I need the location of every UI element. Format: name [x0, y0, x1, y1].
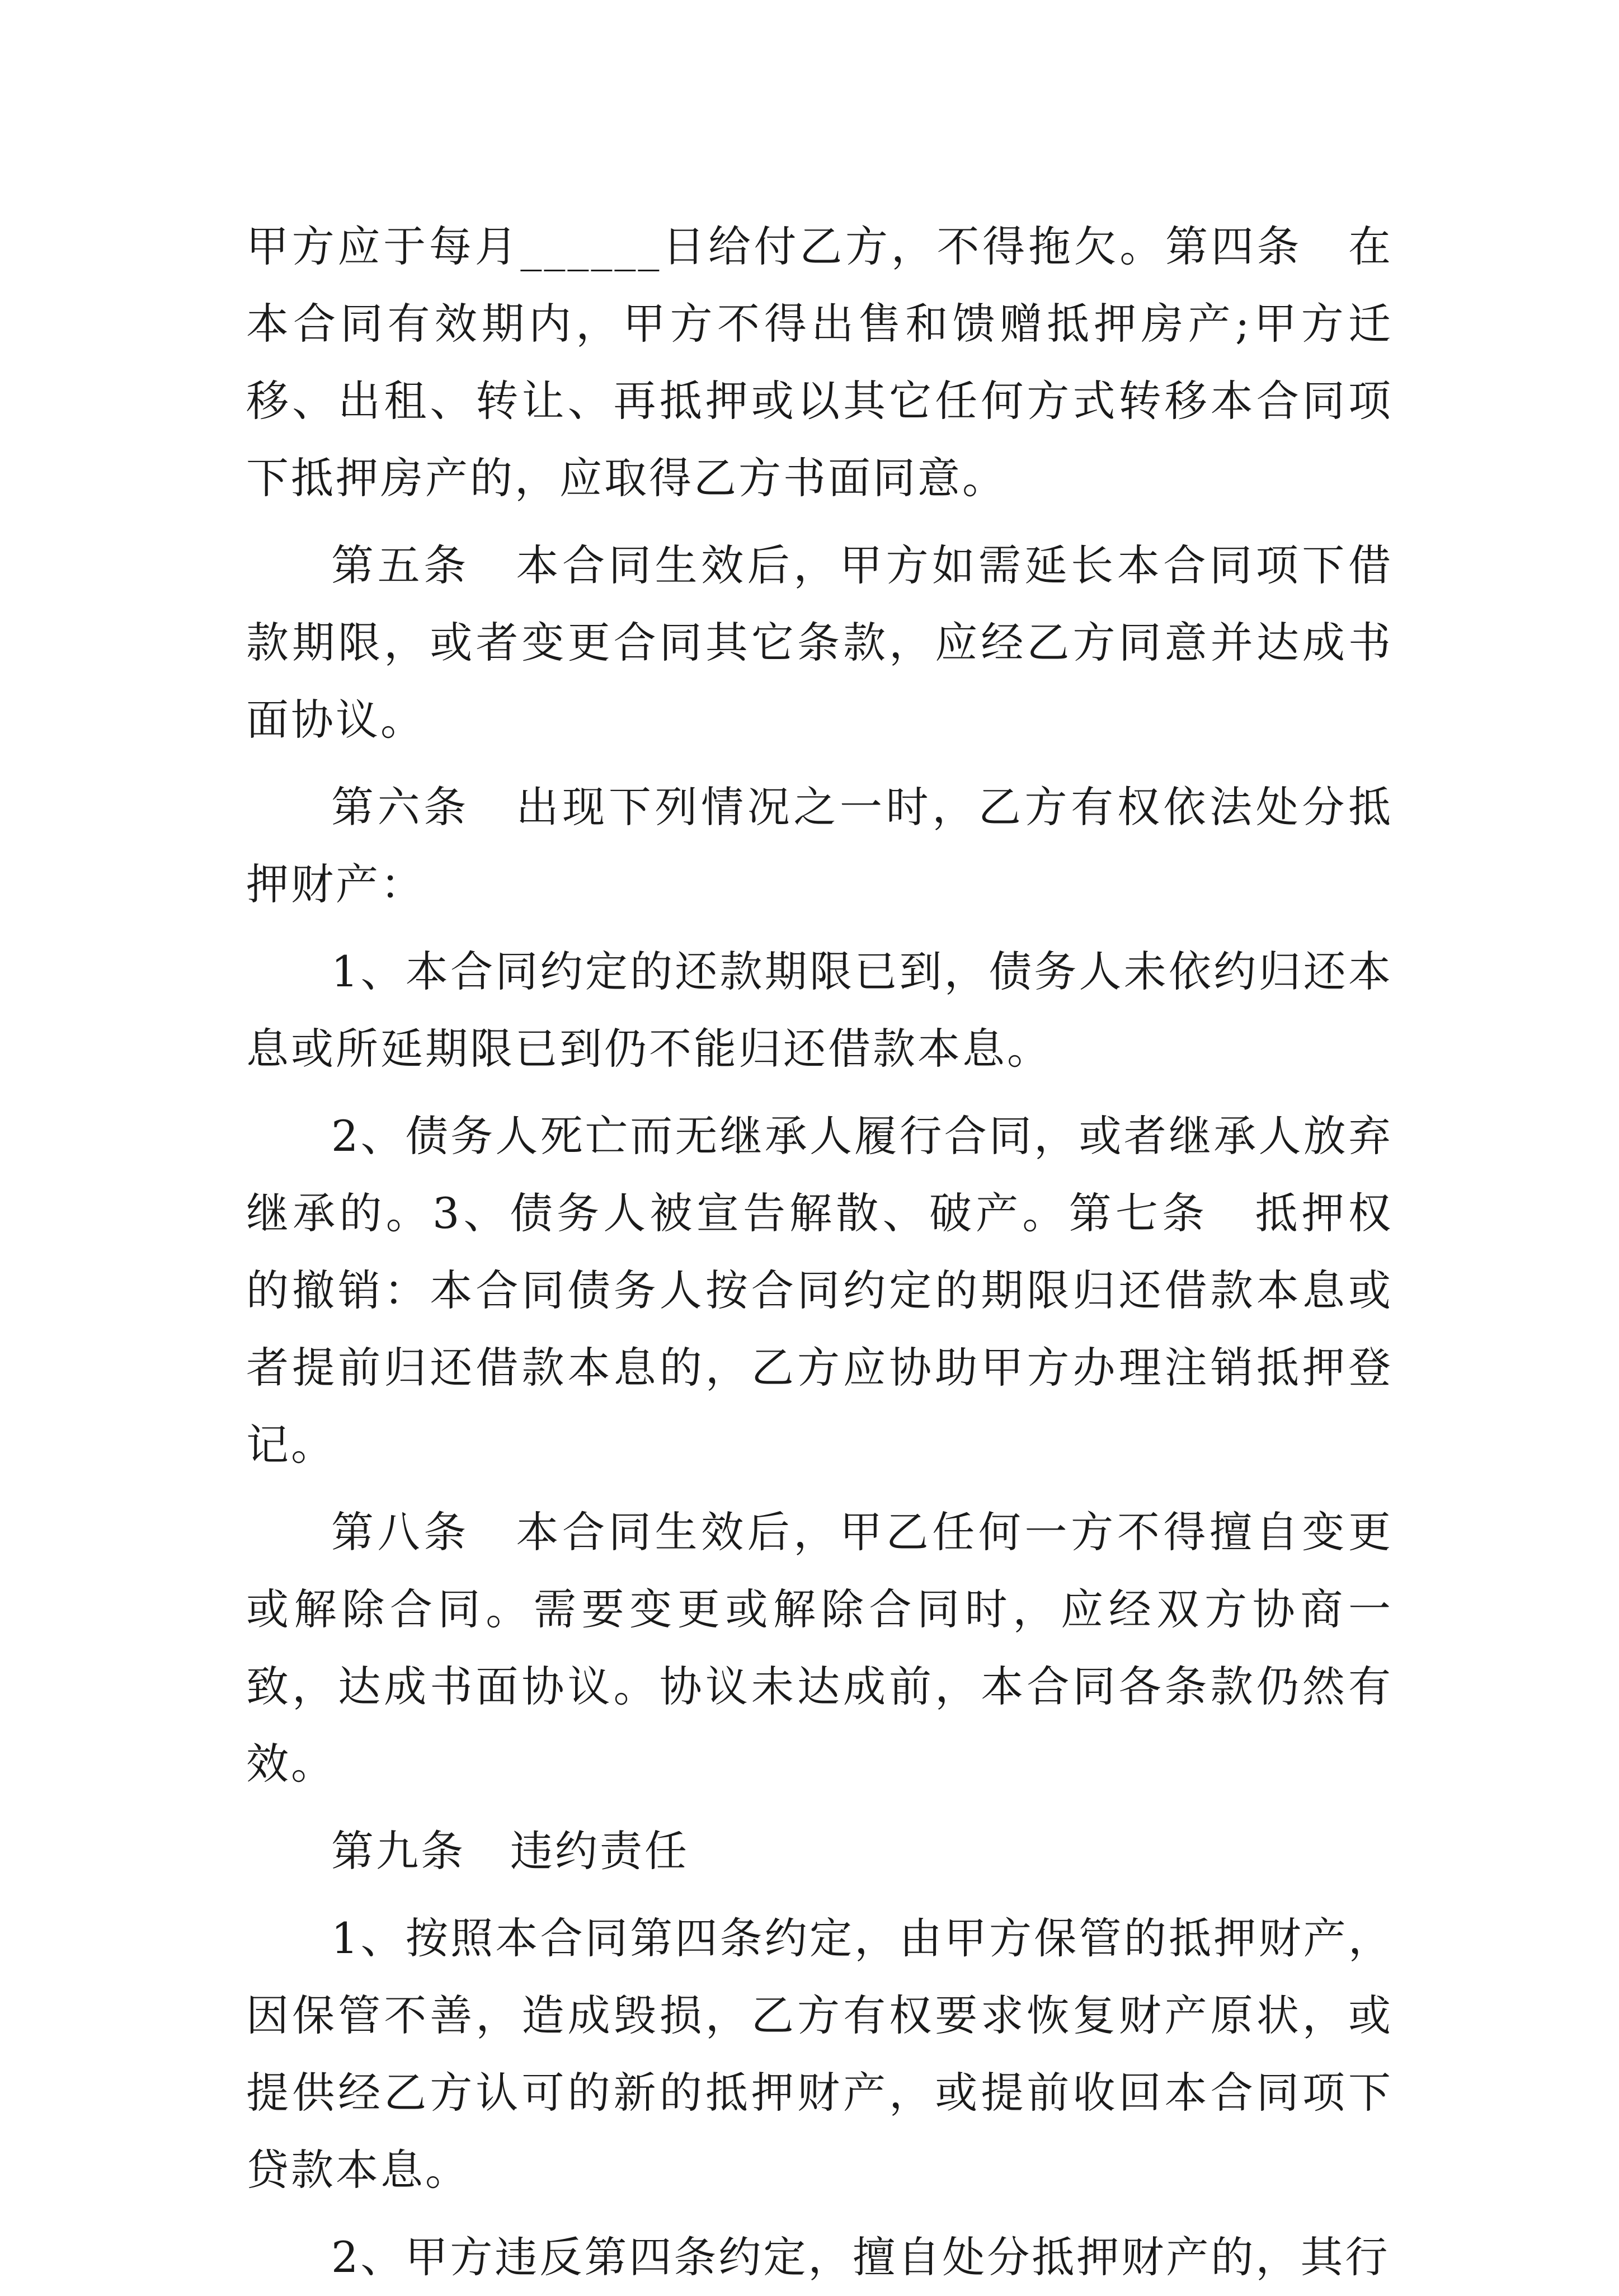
paragraph-article-9-item-2: 2、甲方违反第四条约定，擅自处分抵押财产的，其行 [331, 2232, 1390, 2282]
paragraph-article-6: 第六条 出现下列情况之一时，乙方有权依法处分抵押财产： [246, 782, 1393, 909]
paragraph-article-6-item-1: 1、本合同约定的还款期限已到，债务人未依约归还本息或所延期限已到仍不能归还借款本息。 [246, 947, 1393, 1074]
document-body [246, 208, 1393, 2296]
paragraph-article-6-item-2-article-7: 2、债务人死亡而无继承人履行合同，或者继承人放弃继承的。3、债务人被宣告解散、破产。第七条 抵押权的撤销：本合同债务人按合同约定的期限归还借款本息或者提前归还借款本息的，乙方应协助甲方办理注销抵押登记。 [246, 1111, 1393, 1470]
paragraph-article-9-item-1: 1、按照本合同第四条约定，由甲方保管的抵押财产，因保管不善，造成毁损，乙方有权要求恢复财产原状，或提供经乙方认可的新的抵押财产，或提前收回本合同项下贷款本息。 [246, 1913, 1393, 2195]
paragraph-article-4-continued: 甲方应于每月______日给付乙方，不得拖欠。第四条 在本合同有效期内，甲方不得出售和馈赠抵押房产;甲方迁移、出租、转让、再抵押或以其它任何方式转移本合同项下抵押房产的，应取得乙方书面同意。 [246, 222, 1393, 503]
paragraph-article-8: 第八条 本合同生效后，甲乙任何一方不得擅自变更或解除合同。需要变更或解除合同时，应经双方协商一致，达成书面协议。协议未达成前，本合同各条款仍然有效。 [246, 1507, 1393, 1789]
paragraph-article-5: 第五条 本合同生效后，甲方如需延长本合同项下借款期限，或者变更合同其它条款，应经乙方同意并达成书面协议。 [246, 540, 1393, 745]
paragraph-article-9-heading: 第九条 违约责任 [331, 1826, 689, 1876]
